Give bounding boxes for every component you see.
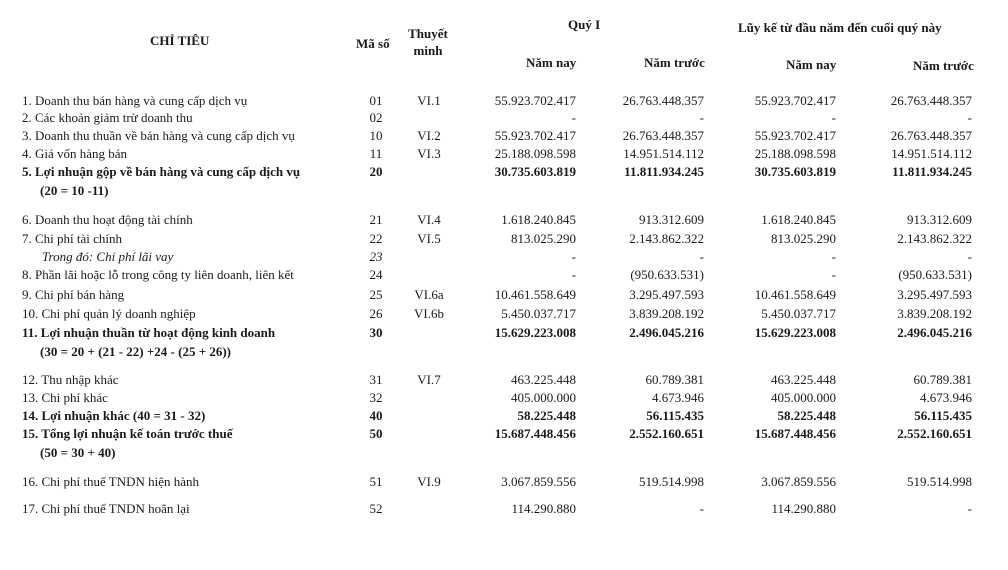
cell-v4: -: [967, 501, 972, 516]
cell-v4: 14.951.514.112: [891, 146, 972, 161]
cell-note: VI.1: [417, 93, 441, 108]
cell-v2: 2.552.160.651: [629, 426, 704, 441]
cell-v1: 5.450.037.717: [501, 306, 576, 321]
table-row: [0, 145, 1008, 163]
cell-code: 40: [369, 408, 383, 423]
cell-name: 5. Lợi nhuận gộp về bán hàng và cung cấp dịch vụ: [22, 164, 301, 179]
formula-note: (20 = 10 -11): [40, 183, 109, 198]
cell-code: 20: [369, 164, 383, 179]
table-row: [0, 163, 1008, 181]
cell-v1: 3.067.859.556: [501, 474, 576, 489]
cell-v1: 55.923.702.417: [494, 93, 576, 108]
cell-v1: 813.025.290: [511, 231, 576, 246]
table-row: [0, 266, 1008, 284]
cell-v1: 15.629.223.008: [494, 325, 576, 340]
cell-name: 8. Phần lãi hoặc lỗ trong công ty liên doanh, liên kết: [22, 267, 294, 282]
table-row: [0, 109, 1008, 127]
cell-v2: 26.763.448.357: [622, 128, 704, 143]
cell-note: VI.6a: [414, 287, 444, 302]
cell-v3: 15.687.448.456: [754, 426, 836, 441]
formula-note: (30 = 20 + (21 - 22) +24 - (25 + 26)): [40, 344, 232, 359]
cell-note: VI.9: [417, 474, 441, 489]
cell-v2: -: [699, 249, 704, 264]
cell-v4: (950.633.531): [898, 267, 972, 282]
table-row: [0, 500, 1008, 518]
cell-note: VI.4: [417, 212, 441, 227]
cell-v1: 10.461.558.649: [494, 287, 576, 302]
cell-v2: 60.789.381: [645, 372, 704, 387]
cell-v2: 56.115.435: [646, 408, 704, 423]
cell-name: 3. Doanh thu thuần về bán hàng và cung cấp dịch vụ: [22, 128, 295, 143]
cell-v3: 114.290.880: [771, 501, 836, 516]
cell-v3: 30.735.603.819: [754, 164, 836, 179]
cell-v3: 5.450.037.717: [761, 306, 836, 321]
cell-v3: 3.067.859.556: [761, 474, 836, 489]
cell-name: 10. Chi phí quản lý doanh nghiệp: [22, 306, 196, 321]
cell-code: 02: [369, 110, 383, 125]
table-row: [0, 473, 1008, 491]
cell-name: 12. Thu nhập khác: [22, 372, 119, 387]
cell-v2: 26.763.448.357: [622, 93, 704, 108]
cell-v3: 55.923.702.417: [754, 128, 836, 143]
cell-code: 21: [369, 212, 383, 227]
header-quy-i: Quý I: [568, 17, 601, 32]
cell-v3: 463.225.448: [771, 372, 836, 387]
cell-v3: 55.923.702.417: [754, 93, 836, 108]
table-row: [0, 211, 1008, 229]
cell-v2: 11.811.934.245: [624, 164, 704, 179]
cell-v3: 1.618.240.845: [761, 212, 836, 227]
cell-note: VI.6b: [414, 306, 444, 321]
header-luy-ke: Lũy kế từ đầu năm đến cuối quý này: [738, 20, 942, 35]
cell-name: 14. Lợi nhuận khác (40 = 31 - 32): [22, 408, 206, 423]
cell-name: 13. Chi phí khác: [22, 390, 108, 405]
cell-name: Trong đó: Chi phí lãi vay: [42, 249, 174, 264]
cell-name: 6. Doanh thu hoạt động tài chính: [22, 212, 193, 227]
cell-v4: 2.552.160.651: [897, 426, 972, 441]
cell-v1: -: [571, 110, 576, 125]
cell-code: 30: [369, 325, 383, 340]
cell-v2: 14.951.514.112: [623, 146, 704, 161]
cell-v3: 405.000.000: [771, 390, 836, 405]
cell-note: VI.3: [417, 146, 441, 161]
cell-v4: 3.295.497.593: [897, 287, 972, 302]
table-row: [0, 230, 1008, 248]
cell-name: 15. Tổng lợi nhuận kế toán trước thuế: [22, 426, 233, 441]
cell-v1: 58.225.448: [517, 408, 576, 423]
formula-note: (50 = 30 + 40): [40, 445, 116, 460]
cell-note: VI.2: [417, 128, 441, 143]
table-row: [0, 286, 1008, 304]
cell-v1: -: [571, 267, 576, 282]
table-row: [0, 92, 1008, 110]
header-chi-tieu: CHỈ TIÊU: [150, 33, 210, 48]
cell-code: 50: [369, 426, 383, 441]
table-row: [0, 248, 1008, 266]
cell-v4: 26.763.448.357: [890, 128, 972, 143]
cell-code: 32: [369, 390, 383, 405]
table-row: [0, 371, 1008, 389]
cell-name: 7. Chi phí tài chính: [22, 231, 123, 246]
header-nam-nay-luy-ke: Năm nay: [786, 57, 837, 72]
table-row: [0, 127, 1008, 145]
cell-v4: -: [967, 110, 972, 125]
cell-code: 10: [369, 128, 383, 143]
cell-v4: 26.763.448.357: [890, 93, 972, 108]
cell-v3: -: [831, 110, 836, 125]
cell-code: 01: [369, 93, 383, 108]
cell-name: 11. Lợi nhuận thuần từ hoạt động kinh doanh: [22, 325, 276, 340]
cell-v1: 1.618.240.845: [501, 212, 576, 227]
cell-code: 52: [369, 501, 383, 516]
cell-v1: 114.290.880: [511, 501, 576, 516]
cell-v2: 3.839.208.192: [629, 306, 704, 321]
header-thuyet-minh-2: minh: [413, 43, 443, 58]
cell-note: VI.7: [417, 372, 441, 387]
cell-v2: -: [699, 110, 704, 125]
cell-code: 24: [369, 267, 383, 282]
table-row: [0, 407, 1008, 425]
header-thuyet-minh-1: Thuyết: [408, 26, 448, 41]
cell-v4: 2.496.045.216: [897, 325, 972, 340]
cell-v3: -: [831, 267, 836, 282]
cell-v4: 11.811.934.245: [892, 164, 972, 179]
cell-v1: 463.225.448: [511, 372, 576, 387]
cell-code: 22: [369, 231, 383, 246]
cell-note: VI.5: [417, 231, 441, 246]
cell-name: 4. Giá vốn hàng bán: [22, 146, 128, 161]
cell-code: 31: [369, 372, 383, 387]
header-ma-so: Mã số: [356, 36, 390, 51]
cell-code: 26: [369, 306, 383, 321]
cell-name: 9. Chi phí bán hàng: [22, 287, 125, 302]
table-row: [0, 324, 1008, 342]
cell-v2: 2.143.862.322: [629, 231, 704, 246]
cell-name: 16. Chi phí thuế TNDN hiện hành: [22, 474, 200, 489]
cell-v2: 4.673.946: [652, 390, 704, 405]
cell-v3: 813.025.290: [771, 231, 836, 246]
cell-v1: 15.687.448.456: [494, 426, 576, 441]
cell-v4: 60.789.381: [913, 372, 972, 387]
cell-v1: 30.735.603.819: [494, 164, 576, 179]
cell-code: 25: [369, 287, 383, 302]
cell-name: 1. Doanh thu bán hàng và cung cấp dịch vụ: [22, 93, 248, 108]
cell-v3: -: [831, 249, 836, 264]
header-nam-truoc-quy: Năm trước: [644, 55, 705, 70]
cell-v1: -: [571, 249, 576, 264]
cell-v2: (950.633.531): [630, 267, 704, 282]
cell-code: 11: [369, 146, 383, 161]
cell-v2: 2.496.045.216: [629, 325, 704, 340]
cell-name: 2. Các khoản giảm trừ doanh thu: [22, 110, 193, 125]
cell-v2: -: [699, 501, 704, 516]
table-row: [0, 305, 1008, 323]
header-nam-truoc-luy-ke: Năm trước: [913, 58, 974, 73]
table-row: [0, 389, 1008, 407]
cell-v2: 3.295.497.593: [629, 287, 704, 302]
cell-v1: 55.923.702.417: [494, 128, 576, 143]
cell-v4: 2.143.862.322: [897, 231, 972, 246]
cell-v4: 3.839.208.192: [897, 306, 972, 321]
cell-v2: 913.312.609: [639, 212, 704, 227]
cell-code: 23: [369, 249, 383, 264]
cell-code: 51: [369, 474, 383, 489]
cell-v4: -: [967, 249, 972, 264]
cell-v4: 913.312.609: [907, 212, 972, 227]
cell-v1: 25.188.098.598: [494, 146, 576, 161]
cell-v3: 10.461.558.649: [754, 287, 836, 302]
cell-v4: 4.673.946: [920, 390, 972, 405]
cell-v1: 405.000.000: [511, 390, 576, 405]
table-row: [0, 425, 1008, 443]
cell-v3: 15.629.223.008: [754, 325, 836, 340]
cell-v2: 519.514.998: [639, 474, 704, 489]
cell-v3: 25.188.098.598: [754, 146, 836, 161]
cell-v4: 519.514.998: [907, 474, 972, 489]
cell-v4: 56.115.435: [914, 408, 972, 423]
cell-name: 17. Chi phí thuế TNDN hoãn lại: [22, 501, 190, 516]
cell-v3: 58.225.448: [777, 408, 836, 423]
header-nam-nay-quy: Năm nay: [526, 55, 577, 70]
